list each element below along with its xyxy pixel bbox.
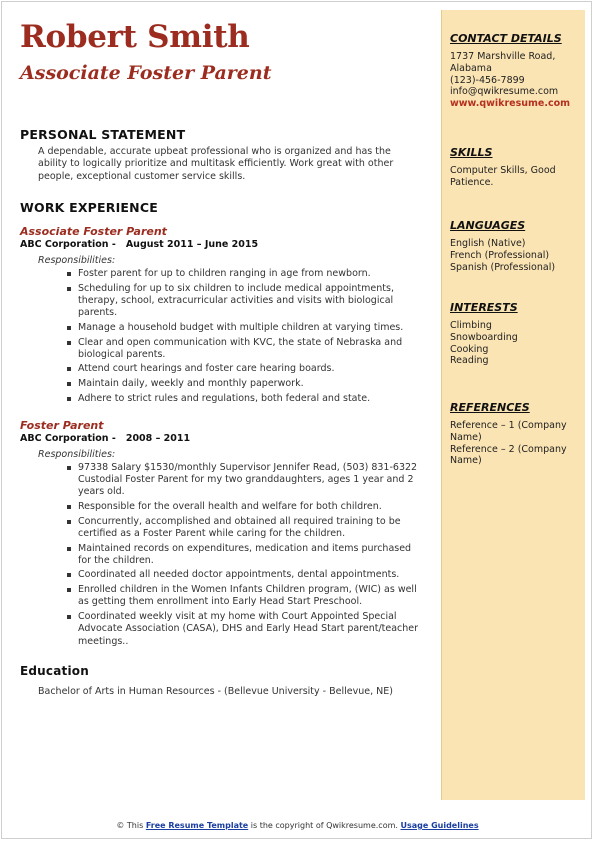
list-item: Maintained records on expenditures, medication and items purchased for the children. <box>78 543 423 568</box>
list-item: Snowboarding <box>450 331 518 343</box>
list-item: Reference – 2 (Company Name) <box>450 443 567 467</box>
references-section <box>450 401 582 467</box>
responsibilities-label: Responsibilities: <box>38 448 116 460</box>
list-item: Responsible for the overall health and welfare for both children. <box>78 501 423 513</box>
list-item: Foster parent for up to children ranging in age from newborn. <box>78 268 423 280</box>
personal-statement-text: A dependable, accurate upbeat professional who is organized and has the ability to logically prioritize and multitask efficiently. Work great with other people, exceptional customer service skills. <box>38 145 394 182</box>
list-item: Manage a household budget with multiple children at varying times. <box>78 322 423 334</box>
contact-address-line: 1737 Marshville Road, <box>450 51 556 62</box>
list-item: English (Native) <box>450 238 526 249</box>
list-item: Reading <box>450 355 489 367</box>
work-experience-heading: WORK EXPERIENCE <box>20 200 158 216</box>
contact-state: Alabama <box>450 62 492 74</box>
education-section <box>20 664 420 699</box>
personal-statement-heading: PERSONAL STATEMENT <box>20 126 186 142</box>
footer <box>0 821 595 830</box>
list-item: Reference – 1 (Company Name) <box>450 420 567 443</box>
job-role: Foster Parent <box>20 418 104 432</box>
contact-website-link[interactable]: www.qwikresume.com <box>450 98 571 110</box>
languages-heading: LANGUAGES <box>450 219 526 232</box>
job-company: ABC Corporation - <box>20 239 116 251</box>
contact-phone: (123)-456-7899 <box>450 74 525 86</box>
footer-copyright-text: is the copyright of Qwikresume.com. <box>250 821 398 830</box>
footer-prefix: © This <box>116 821 144 830</box>
job-dates: 2008 – 2011 <box>125 432 191 444</box>
languages-section <box>450 219 582 273</box>
responsibilities-list <box>20 462 420 648</box>
interests-heading: INTERESTS <box>450 301 518 314</box>
list-item: French (Professional) <box>450 249 550 261</box>
list-item: 97338 Salary $1530/monthly Supervisor Jennifer Read, (503) 831-6322 Custodial Foster Parent for my two granddaughters, ages 1 year and 2 years old. <box>78 462 423 499</box>
contact-details <box>450 51 582 110</box>
list-item: Attend court hearings and foster care hearing boards. <box>78 363 423 375</box>
list-item: Clear and open communication with KVC, the state of Nebraska and biological parents. <box>78 337 423 362</box>
contact-heading: CONTACT DETAILS <box>450 32 562 45</box>
job-entry <box>20 419 420 648</box>
list-item: Maintain daily, weekly and monthly paperwork. <box>78 378 423 390</box>
job-company-line <box>20 239 420 250</box>
skills-heading: SKILLS <box>450 146 493 159</box>
job-company: ABC Corporation - <box>20 432 116 444</box>
interests-list <box>450 320 582 367</box>
job-role: Associate Foster Parent <box>20 225 167 239</box>
responsibilities-list <box>20 268 420 405</box>
list-item: Concurrently, accomplished and obtained all required training to be certified as a Foster Parent while caring for the children. <box>78 516 423 541</box>
candidate-title: Associate Foster Parent <box>20 61 272 84</box>
list-item: Coordinated all needed doctor appointments, dental appointments. <box>78 569 423 581</box>
personal-statement-section <box>20 127 420 184</box>
list-item: Adhere to strict rules and regulations, both federal and state. <box>78 393 423 405</box>
references-list <box>450 420 582 467</box>
list-item: Spanish (Professional) <box>450 261 556 273</box>
education-heading: Education <box>20 663 89 678</box>
list-item: Climbing <box>450 320 492 331</box>
education-text: Bachelor of Arts in Human Resources - (Bellevue University - Bellevue, NE) <box>38 685 393 697</box>
sidebar <box>441 10 585 800</box>
candidate-name: Robert Smith <box>20 19 250 55</box>
job-entry <box>20 225 420 405</box>
job-dates: August 2011 – June 2015 <box>125 239 259 251</box>
free-resume-template-link[interactable]: Free Resume Template <box>145 821 249 830</box>
main-column <box>20 20 420 698</box>
list-item: Coordinated weekly visit at my home with Court Appointed Special Advocate Association (CASA), DHS and Early Head Start parent/teacher meetings.. <box>78 611 423 648</box>
interests-section <box>450 301 582 367</box>
languages-list <box>450 238 582 273</box>
skills-text: Computer Skills, Good Patience. <box>450 165 556 188</box>
list-item: Cooking <box>450 343 489 355</box>
skills-section <box>450 146 582 189</box>
list-item: Enrolled children in the Women Infants Children program, (WIC) as well as getting them enrollment into Early Head Start Preschool. <box>78 584 423 609</box>
usage-guidelines-link[interactable]: Usage Guidelines <box>400 821 479 830</box>
work-experience-section <box>20 200 420 648</box>
responsibilities-label: Responsibilities: <box>38 255 116 267</box>
contact-email[interactable]: info@qwikresume.com <box>450 86 559 98</box>
list-item: Scheduling for up to six children to include medical appointments, therapy, school, extracurricular activities and visits with biological parents. <box>78 283 423 320</box>
job-company-line <box>20 433 420 444</box>
contact-section <box>450 32 582 110</box>
references-heading: REFERENCES <box>450 401 530 414</box>
